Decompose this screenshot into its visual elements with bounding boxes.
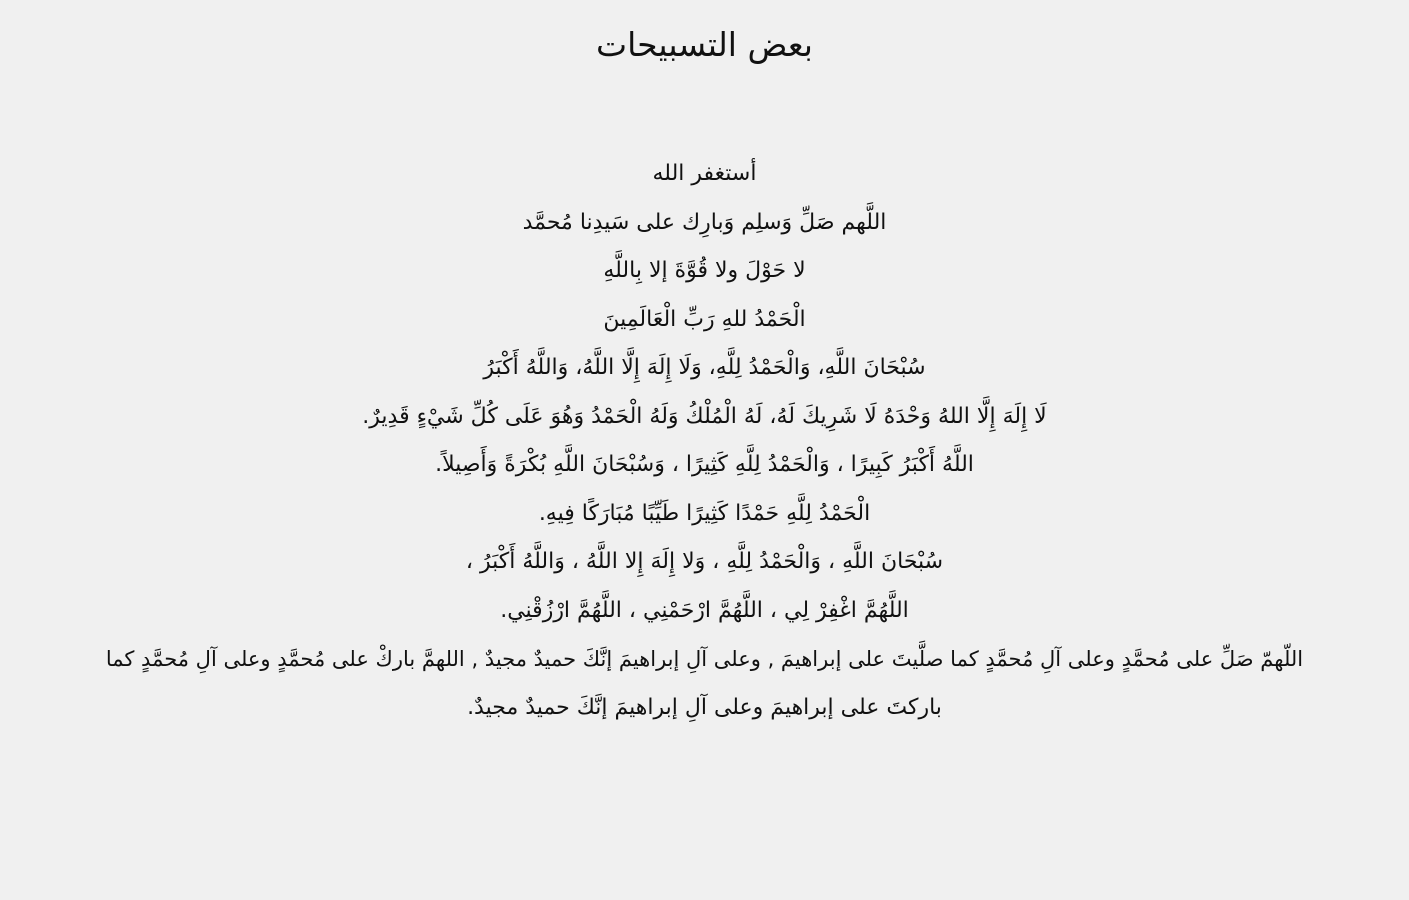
tasbih-line: اللَّهم صَلِّ وَسلِم وَبارِك على سَيدِنا مُحمَّد [522,209,887,235]
tasbih-line: اللَّهُ أَكْبَرُ كَبِيرًا ، وَالْحَمْدُ لِلَّهِ كَثِيرًا ، وَسُبْحَانَ اللَّهِ بُكْرَةً وَأَصِيلاً. [435,452,974,477]
tasbih-line: لا حَوْلَ ولا قُوَّةَ إلا بِاللَّهِ [603,258,806,283]
tasbih-line: سُبْحَانَ اللَّهِ، وَالْحَمْدُ لِلَّهِ، وَلَا إِلَهَ إِلَّا اللَّهُ، وَاللَّهُ أَكْبَرُ [483,355,926,380]
tasbih-line: الْحَمْدُ للهِ رَبِّ الْعَالَمِينَ [603,306,806,332]
tasbih-line: باركتَ على إبراهيمَ وعلى آلِ إبراهيمَ إنَّكَ حميدٌ مجيدٌ. [467,694,942,720]
tasbih-line: الْحَمْدُ لِلَّهِ حَمْدًا كَثِيرًا طَيِّبًا مُبَارَكًا فِيهِ. [538,500,871,526]
tasbih-line: اللّهمّ صَلِّ على مُحمَّدٍ وعلى آلِ مُحمَّدٍ كما صلَّيتَ على إبراهيمَ , وعلى آلِ إبراهيمَ إنَّكَ حميدٌ مجيدٌ , اللهمَّ باركْ على مُحمَّدٍ وعلى آلِ مُحمَّدٍ كما [105,647,1304,671]
tasbih-line: لَا إِلَهَ إِلَّا اللهُ وَحْدَهُ لَا شَرِيكَ لَهُ، لَهُ الْمُلْكُ وَلَهُ الْحَمْدُ وَهُوَ عَلَى كُلِّ شَيْءٍ قَدِيرٌ. [362,403,1047,429]
tasbih-line: أستغفر الله [652,161,757,186]
tasbih-line: اللَّهُمَّ اغْفِرْ لِي ، اللَّهُمَّ ارْحَمْنِي ، اللَّهُمَّ ارْزُقْنِي. [500,597,909,623]
tasbih-line: سُبْحَانَ اللَّهِ ، وَالْحَمْدُ لِلَّهِ ، وَلا إِلَهَ إِلا اللَّهُ ، وَاللَّهُ أَكْبَرُ ، [465,549,944,574]
tasbih-list [0,150,1409,732]
page-title: بعض التسبيحات [596,25,813,64]
